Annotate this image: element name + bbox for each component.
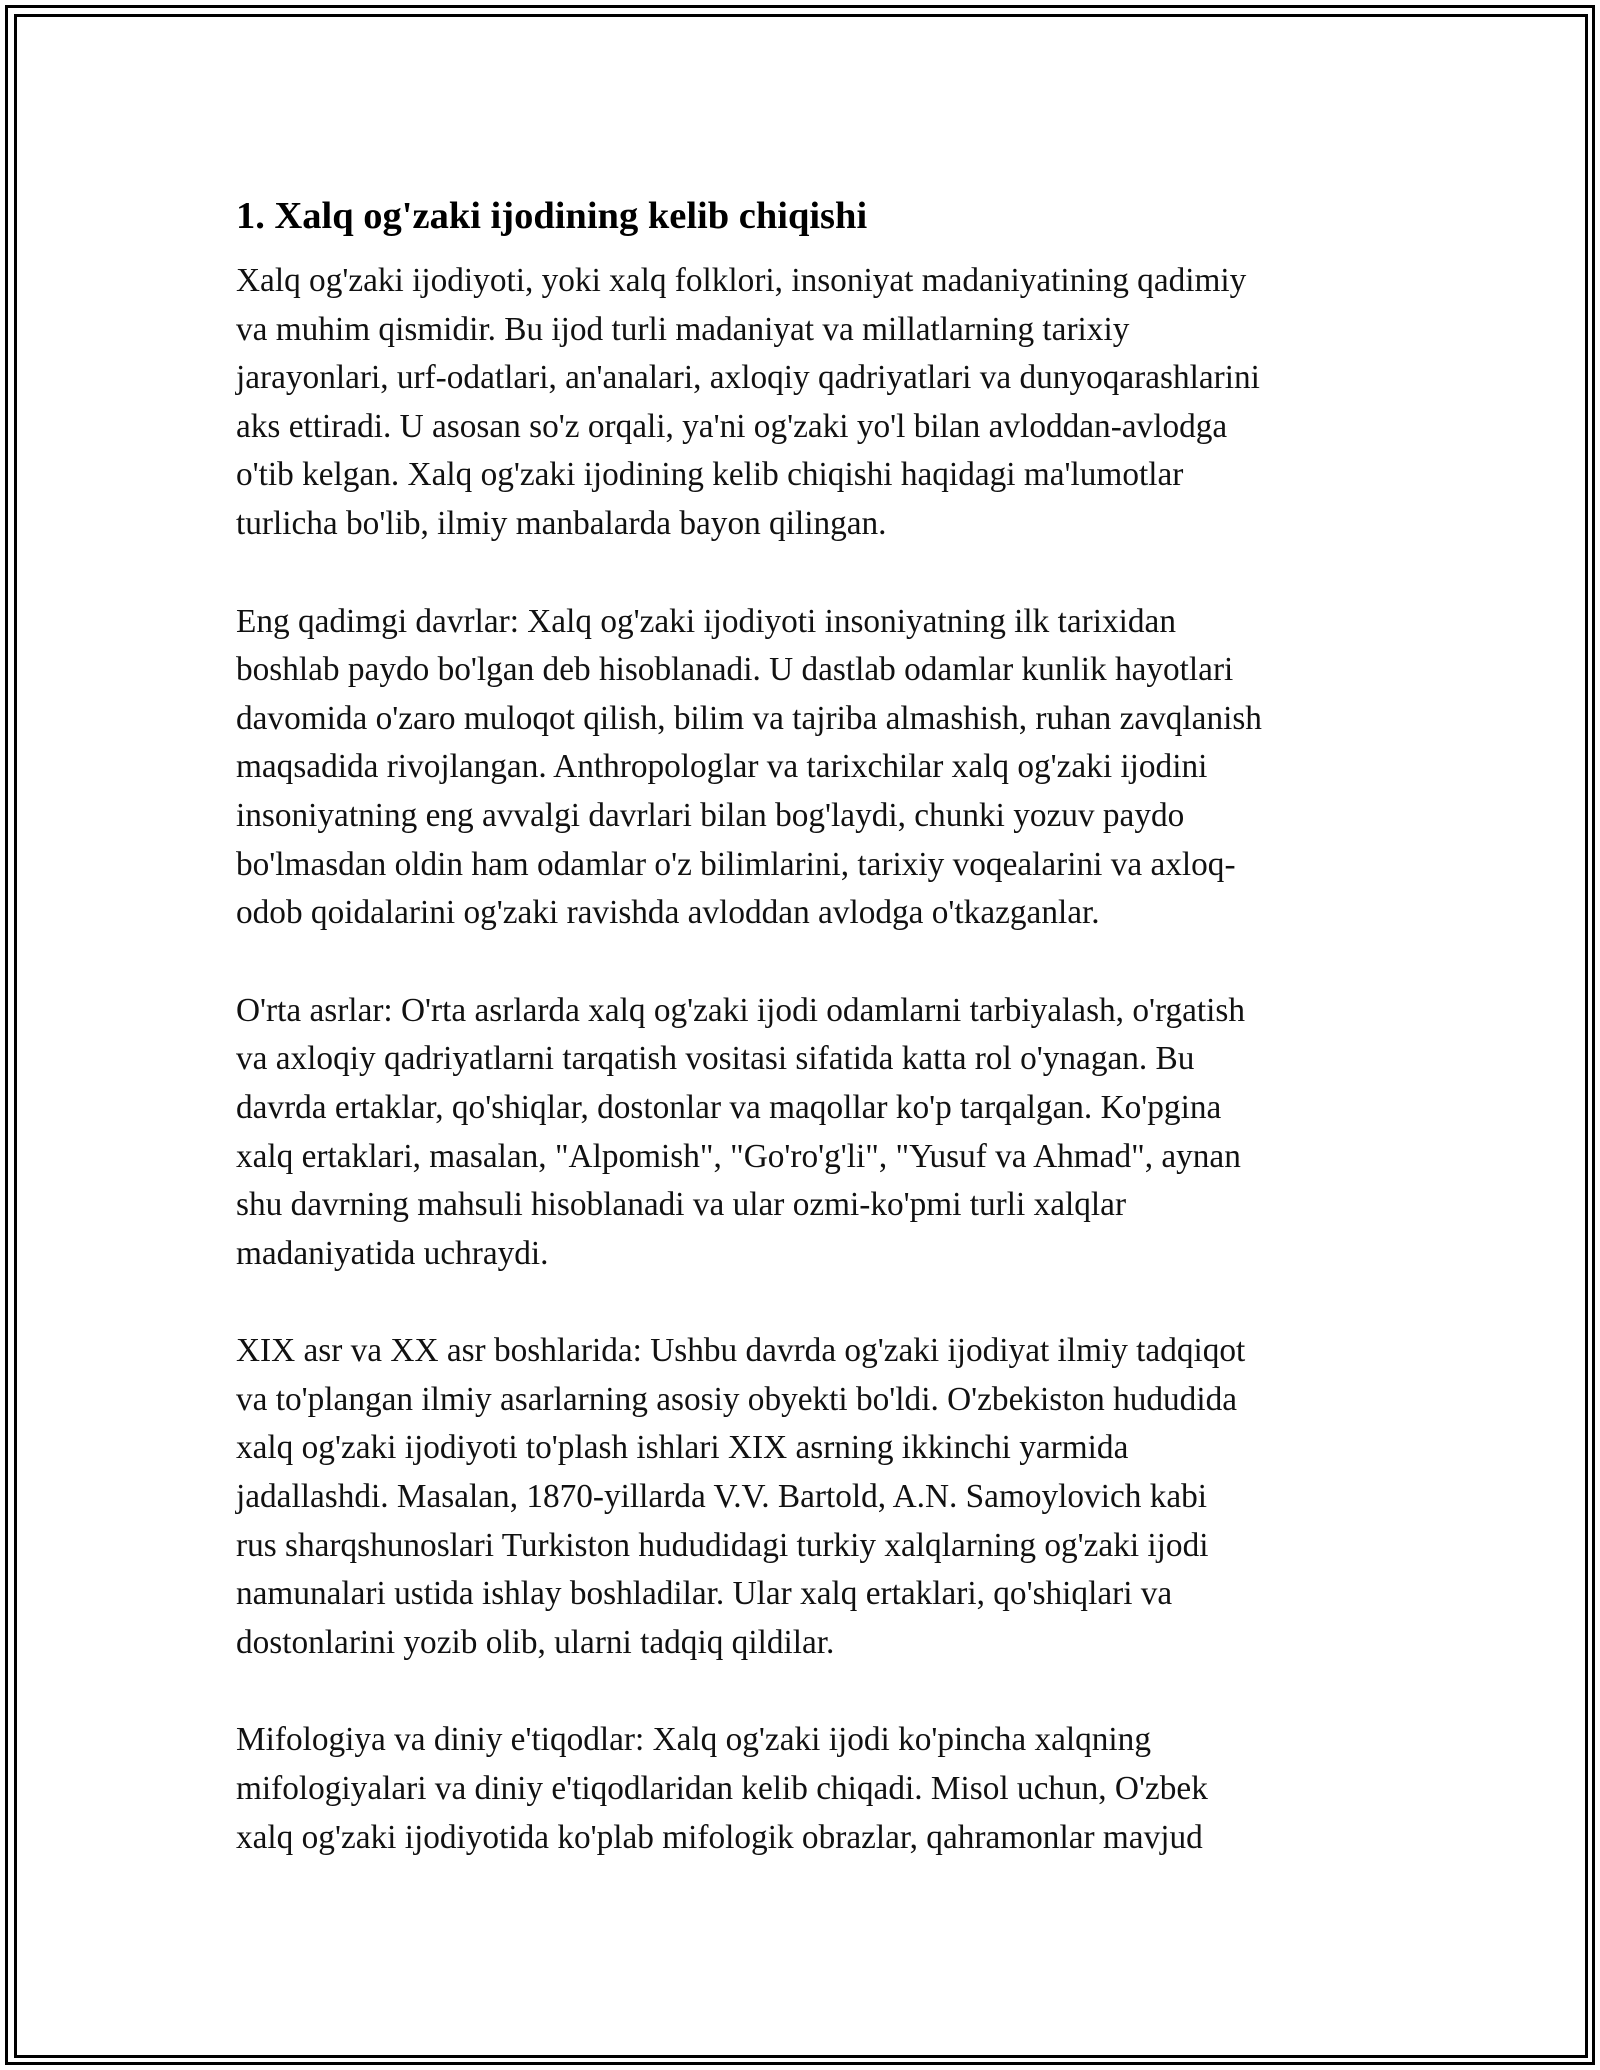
text-line: xalq ertaklari, masalan, "Alpomish", "Go'ro'g'li", "Yusuf va Ahmad", aynan	[236, 1137, 1241, 1175]
document-body	[236, 186, 1371, 1862]
text-line: madaniyatida uchraydi.	[236, 1234, 549, 1272]
text-line: jadallashdi. Masalan, 1870-yillarda V.V. Bartold, A.N. Samoylovich kabi	[236, 1478, 1208, 1516]
paragraph-mythology	[236, 1716, 1371, 1862]
text-line: Xalq og'zaki ijodiyoti, yoki xalq folklori, insoniyat madaniyatining qadimiy	[236, 262, 1247, 299]
paragraph-19th-20th-century	[236, 1327, 1371, 1667]
paragraph-middle-ages	[236, 987, 1371, 1279]
text-line: aks ettiradi. U asosan so'z orqali, ya'ni og'zaki yo'l bilan avloddan-avlodga	[236, 407, 1228, 445]
section-heading: 1. Xalq og'zaki ijodining kelib chiqishi	[236, 195, 868, 237]
text-line: odob qoidalarini og'zaki ravishda avloddan avlodga o'tkazganlar.	[236, 894, 1100, 932]
text-line: rus sharqshunoslari Turkiston hududidagi turkiy xalqlarning og'zaki ijodi	[236, 1526, 1209, 1564]
text-line: boshlab paydo bo'lgan deb hisoblanadi. U dastlab odamlar kunlik hayotlari	[236, 651, 1234, 689]
paragraph-intro	[236, 257, 1371, 549]
text-line: O'rta asrlar: O'rta asrlarda xalq og'zaki ijodi odamlarni tarbiyalash, o'rgatish	[236, 991, 1246, 1029]
text-line: bo'lmasdan oldin ham odamlar o'z bilimlarini, tarixiy voqealarini va axloq-	[236, 845, 1236, 883]
text-line: va muhim qismidir. Bu ijod turli madaniyat va millatlarning tarixiy	[236, 310, 1130, 348]
text-line: xalq og'zaki ijodiyotida ko'plab mifologik obrazlar, qahramonlar mavjud	[236, 1818, 1203, 1856]
text-line: va to'plangan ilmiy asarlarning asosiy obyekti bo'ldi. O'zbekiston hududida	[236, 1380, 1238, 1418]
text-line: Mifologiya va diniy e'tiqodlar: Xalq og'zaki ijodi ko'pincha xalqning	[236, 1721, 1151, 1759]
text-line: turlicha bo'lib, ilmiy manbalarda bayon qilingan.	[236, 504, 887, 542]
text-line: davrda ertaklar, qo'shiqlar, dostonlar va maqollar ko'p tarqalgan. Ko'pgina	[236, 1088, 1222, 1126]
text-line: insoniyatning eng avvalgi davrlari bilan bog'laydi, chunki yozuv paydo	[236, 796, 1185, 834]
text-line: maqsadida rivojlangan. Anthropologlar va tarixchilar xalq og'zaki ijodini	[236, 748, 1208, 786]
text-line: dostonlarini yozib olib, ularni tadqiq qildilar.	[236, 1623, 835, 1661]
text-line: xalq og'zaki ijodiyoti to'plash ishlari XIX asrning ikkinchi yarmida	[236, 1429, 1129, 1467]
text-line: mifologiyalari va diniy e'tiqodlaridan kelib chiqadi. Misol uchun, O'zbek	[236, 1770, 1208, 1808]
text-line: XIX asr va XX asr boshlarida: Ushbu davrda og'zaki ijodiyat ilmiy tadqiqot	[236, 1332, 1246, 1370]
text-line: namunalari ustida ishlay boshladilar. Ular xalq ertaklari, qo'shiqlari va	[236, 1575, 1173, 1613]
text-line: shu davrning mahsuli hisoblanadi va ular ozmi-ko'pmi turli xalqlar	[236, 1186, 1127, 1224]
text-line: va axloqiy qadriyatlarni tarqatish vositasi sifatida katta rol o'ynagan. Bu	[236, 1040, 1195, 1078]
text-line: jarayonlari, urf-odatlari, an'analari, axloqiy qadriyatlari va dunyoqarashlarini	[236, 359, 1260, 397]
text-line: o'tib kelgan. Xalq og'zaki ijodining kelib chiqishi haqidagi ma'lumotlar	[236, 456, 1184, 494]
text-line: davomida o'zaro muloqot qilish, bilim va tajriba almashish, ruhan zavqlanish	[236, 699, 1262, 737]
text-line: Eng qadimgi davrlar: Xalq og'zaki ijodiyoti insoniyatning ilk tarixidan	[236, 602, 1176, 640]
paragraph-ancient-times	[236, 598, 1371, 938]
